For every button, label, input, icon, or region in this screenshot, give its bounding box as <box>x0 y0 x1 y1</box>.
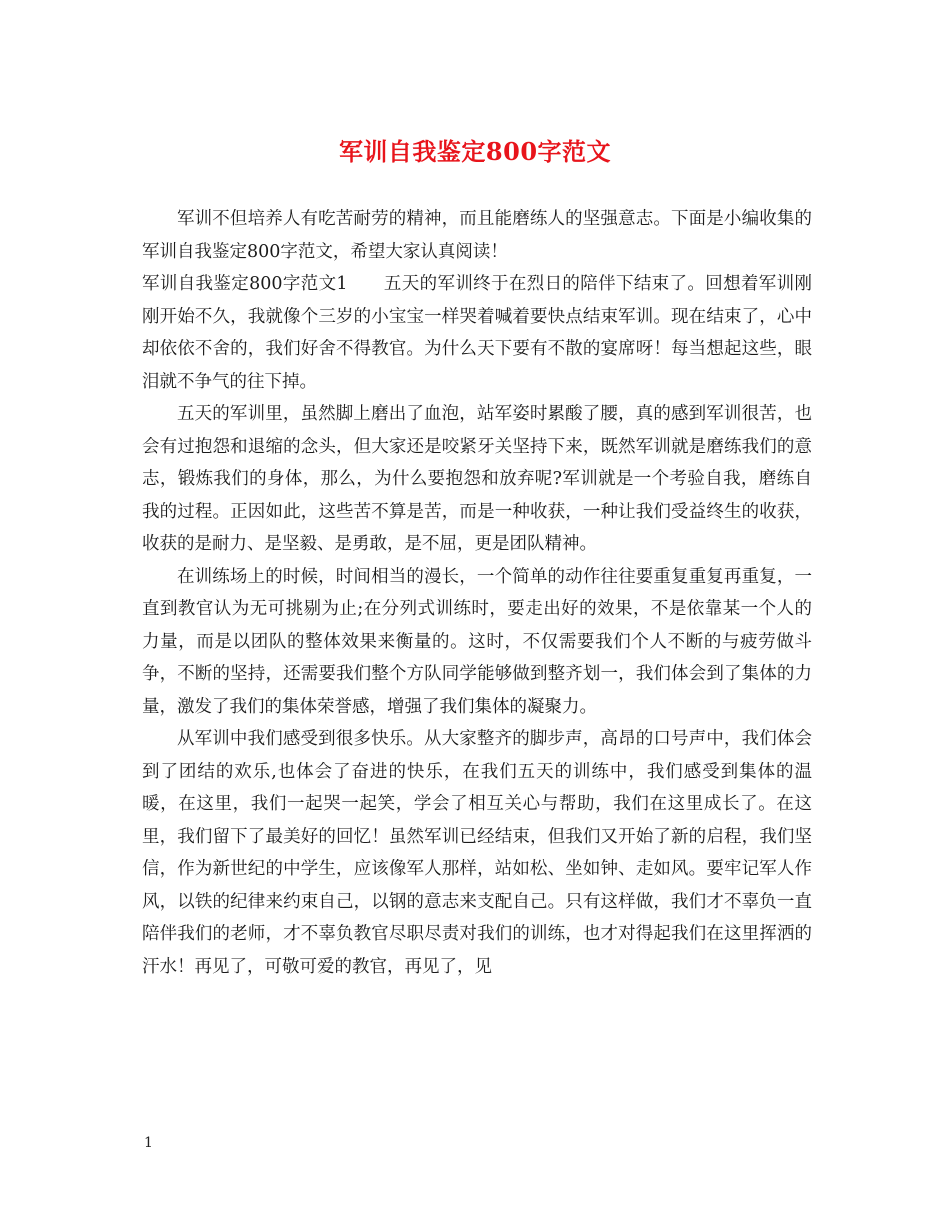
section-first-paragraph: 五天的军训终于在烈日的陪伴下结束了。回想着军训刚刚开始不久，我就像个三岁的小宝宝一样哭着喊着要快点结束军训。现在结束了，心中却依依不舍的，我们好舍不得教官。为什么天下要有不散的宴席呀！每当想起这些，眼泪就不争气的往下掉。 <box>142 274 812 392</box>
intro-paragraph: 军训不但培养人有吃苦耐劳的精神，而且能磨练人的坚强意志。下面是小编收集的军训自我鉴定800字范文，希望大家认真阅读！ <box>142 209 812 262</box>
document-body <box>142 203 812 983</box>
page-number: 1 <box>144 1135 153 1151</box>
section-heading: 军训自我鉴定800字范文1 <box>142 274 348 294</box>
document-title: 军训自我鉴定800字范文 <box>338 137 612 166</box>
body-paragraph: 五天的军训里，虽然脚上磨出了血泡，站军姿时累酸了腰，真的感到军训很苦，也会有过抱怨和退缩的念头，但大家还是咬紧牙关坚持下来，既然军训就是磨练我们的意志，锻炼我们的身体，那么，为什么要抱怨和放弃呢?军训就是一个考验自我，磨练自我的过程。正因如此，这些苦不算是苦，而是一种收获，一种让我们受益终生的收获，收获的是耐力、是坚毅、是勇敢，是不屈，更是团队精神。 <box>142 404 812 554</box>
section-paragraph <box>142 268 812 398</box>
body-paragraph: 在训练场上的时候，时间相当的漫长，一个简单的动作往往要重复重复再重复，一直到教官认为无可挑剔为止;在分列式训练时，要走出好的效果，不是依靠某一个人的力量，而是以团队的整体效果来衡量的。这时，不仅需要我们个人不断的与疲劳做斗争，不断的坚持，还需要我们整个方队同学能够做到整齐划一，我们体会到了集体的力量，激发了我们的集体荣誉感，增强了我们集体的凝聚力。 <box>142 566 812 717</box>
body-paragraph: 从军训中我们感受到很多快乐。从大家整齐的脚步声，高昂的口号声中，我们体会到了团结的欢乐,也体会了奋进的快乐，在我们五天的训练中，我们感受到集体的温暖，在这里，我们一起哭一起笑，学会了相互关心与帮助，我们在这里成长了。在这里，我们留下了最美好的回忆！虽然军训已经结束，但我们又开始了新的启程，我们坚信，作为新世纪的中学生，应该像军人那样，站如松、坐如钟、走如风。要牢记军人作风，以铁的纪律来约束自己，以钢的意志来支配自己。只有这样做，我们才不辜负一直陪伴我们的老师，才不辜负教官尽职尽责对我们的训练，也才对得起我们在这里挥洒的汗水！再见了，可敬可爱的教官，再见了，见 <box>142 729 812 977</box>
